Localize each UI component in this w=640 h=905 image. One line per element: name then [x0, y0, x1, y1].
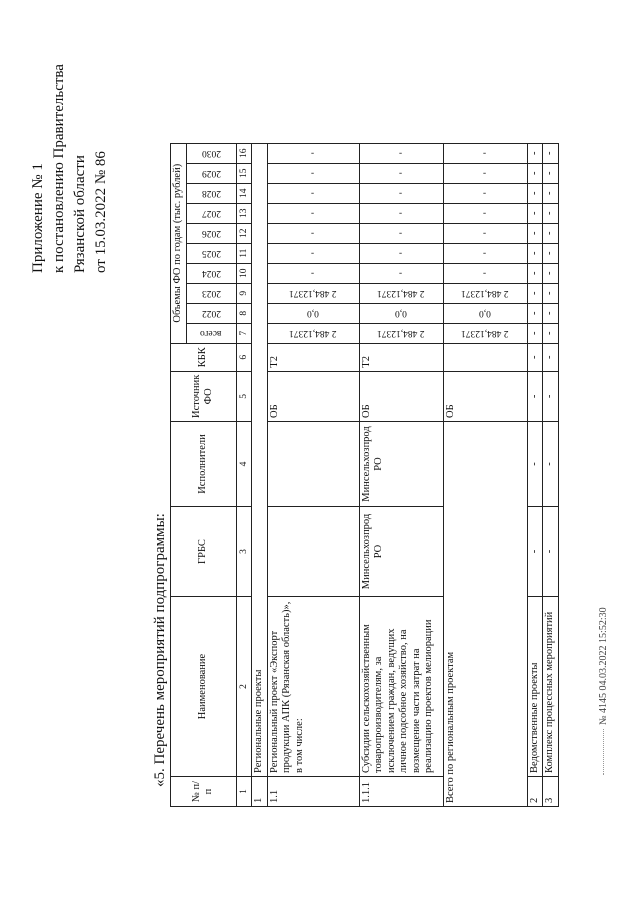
dash: -	[527, 143, 543, 163]
value-2023: 2 484,12371	[461, 288, 509, 299]
row-executor	[267, 422, 359, 507]
row-source: ОБ	[443, 371, 527, 421]
row-num: 2	[527, 777, 543, 807]
colnum: 12	[236, 223, 252, 243]
value-2029: -	[483, 168, 487, 179]
year-2030: 2030	[201, 148, 221, 159]
table-row	[527, 143, 543, 806]
dash: -	[527, 343, 543, 371]
dash: -	[543, 507, 559, 597]
dash: -	[527, 371, 543, 421]
year-2025: 2025	[201, 248, 221, 259]
year-2029: 2029	[201, 168, 221, 179]
header-num: № п/п	[171, 777, 237, 807]
stamp-text: № 4145 04.03.2022 15:52:30	[598, 607, 609, 725]
value-2026: -	[399, 228, 403, 239]
value-2024: -	[399, 268, 403, 279]
year-2028: 2028	[201, 188, 221, 199]
dash: -	[543, 283, 559, 303]
colnum: 14	[236, 183, 252, 203]
value-2027: -	[399, 208, 403, 219]
value-2025: -	[399, 248, 403, 259]
colnum: 5	[236, 371, 252, 421]
row-executor: Минсельхозпрод РО	[359, 422, 443, 507]
header-grbs: ГРБС	[171, 507, 237, 597]
value-2029: -	[311, 168, 315, 179]
row-kbk: Т2	[267, 343, 359, 371]
measures-table	[170, 143, 559, 807]
dash: -	[527, 183, 543, 203]
row-num: 1.1	[267, 777, 359, 807]
dash: -	[527, 303, 543, 323]
registration-stamp	[598, 607, 609, 775]
value-2022: 0,0	[307, 308, 319, 319]
row-source: ОБ	[267, 371, 359, 421]
table-row	[267, 143, 359, 806]
row-name: Всего по региональным проектам	[443, 422, 527, 807]
table-header-row	[171, 143, 187, 806]
colnum: 10	[236, 263, 252, 283]
dash: -	[543, 371, 559, 421]
row-grbs: Минсельхозпрод РО	[359, 507, 443, 597]
header-executor: Исполнители	[171, 422, 237, 507]
dash: -	[543, 223, 559, 243]
row-name: Ведомственные проекты	[527, 597, 543, 777]
dash: -	[543, 303, 559, 323]
colnum: 11	[236, 243, 252, 263]
table-row	[359, 143, 443, 806]
colnum: 9	[236, 283, 252, 303]
value-2022: 0,0	[395, 308, 407, 319]
section-title: «5. Перечень мероприятий подпрограммы:	[152, 513, 168, 787]
signature-mark	[603, 729, 604, 775]
dash: -	[543, 143, 559, 163]
appendix-decree: к постановлению Правительства	[51, 64, 67, 273]
year-total: всего	[200, 328, 222, 339]
appendix-date: от 15.03.2022 № 86	[93, 151, 109, 273]
dash: -	[543, 203, 559, 223]
row-num: 3	[543, 777, 559, 807]
dash: -	[527, 323, 543, 343]
colnum: 3	[236, 507, 252, 597]
row-name: Региональный проект «Экспорт продукции АПК (Рязанская область)», в том числе:	[267, 597, 359, 777]
table-row	[252, 143, 268, 806]
value-2030: -	[483, 148, 487, 159]
colnum: 7	[236, 323, 252, 343]
column-number-row	[236, 143, 252, 806]
value-2024: -	[311, 268, 315, 279]
dash: -	[527, 263, 543, 283]
value-2028: -	[311, 188, 315, 199]
appendix-number: Приложение № 1	[30, 163, 46, 273]
year-2024: 2024	[201, 268, 221, 279]
value-2027: -	[311, 208, 315, 219]
colnum: 13	[236, 203, 252, 223]
value-total: 2 484,12371	[461, 328, 509, 339]
colnum: 6	[236, 343, 252, 371]
value-2030: -	[311, 148, 315, 159]
colnum: 8	[236, 303, 252, 323]
value-2029: -	[399, 168, 403, 179]
value-2028: -	[399, 188, 403, 199]
dash: -	[527, 243, 543, 263]
year-2027: 2027	[201, 208, 221, 219]
table-row	[543, 143, 559, 806]
row-source: ОБ	[359, 371, 443, 421]
row-name: Комплекс процессных мероприятий	[543, 597, 559, 777]
appendix-region: Рязанской области	[72, 155, 88, 273]
colnum: 1	[236, 777, 252, 807]
row-kbk: Т2	[359, 343, 443, 371]
table-row-total	[443, 143, 527, 806]
row-kbk	[443, 343, 527, 371]
value-2023: 2 484,12371	[377, 288, 425, 299]
dash: -	[543, 263, 559, 283]
dash: -	[527, 507, 543, 597]
row-name: Региональные проекты	[252, 143, 268, 776]
dash: -	[543, 163, 559, 183]
header-name: Наименование	[171, 597, 237, 777]
colnum: 15	[236, 163, 252, 183]
year-2023: 2023	[201, 288, 221, 299]
value-2022: 0,0	[479, 308, 491, 319]
dash: -	[527, 203, 543, 223]
row-name: Субсидии сельскохозяйственным товаропроизводителям, за исключением граждан, ведущих личное подсобное хозяйство, на возмещение части затрат на реализацию проектов мелиорации	[359, 597, 443, 777]
dash: -	[543, 323, 559, 343]
dash: -	[527, 163, 543, 183]
value-total: 2 484,12371	[377, 328, 425, 339]
dash: -	[527, 223, 543, 243]
row-num: 1.1.1	[359, 777, 443, 807]
value-2024: -	[483, 268, 487, 279]
row-grbs	[267, 507, 359, 597]
dash: -	[543, 183, 559, 203]
colnum: 4	[236, 422, 252, 507]
header-kbk: КБК	[171, 343, 237, 371]
year-2022: 2022	[201, 308, 221, 319]
value-2023: 2 484,12371	[289, 288, 337, 299]
header-volumes: Объемы ФО по годам (тыс. рублей)	[171, 143, 187, 343]
year-2026: 2026	[201, 228, 221, 239]
dash: -	[543, 243, 559, 263]
value-2026: -	[483, 228, 487, 239]
header-source: Источник ФО	[171, 371, 237, 421]
dash: -	[543, 422, 559, 507]
value-2027: -	[483, 208, 487, 219]
value-total: 2 484,12371	[289, 328, 337, 339]
dash: -	[527, 283, 543, 303]
colnum: 16	[236, 143, 252, 163]
value-2025: -	[311, 248, 315, 259]
appendix-header	[28, 64, 112, 273]
value-2030: -	[399, 148, 403, 159]
value-2025: -	[483, 248, 487, 259]
dash: -	[527, 422, 543, 507]
dash: -	[543, 343, 559, 371]
colnum: 2	[236, 597, 252, 777]
row-num: 1	[252, 777, 268, 807]
value-2028: -	[483, 188, 487, 199]
value-2026: -	[311, 228, 315, 239]
